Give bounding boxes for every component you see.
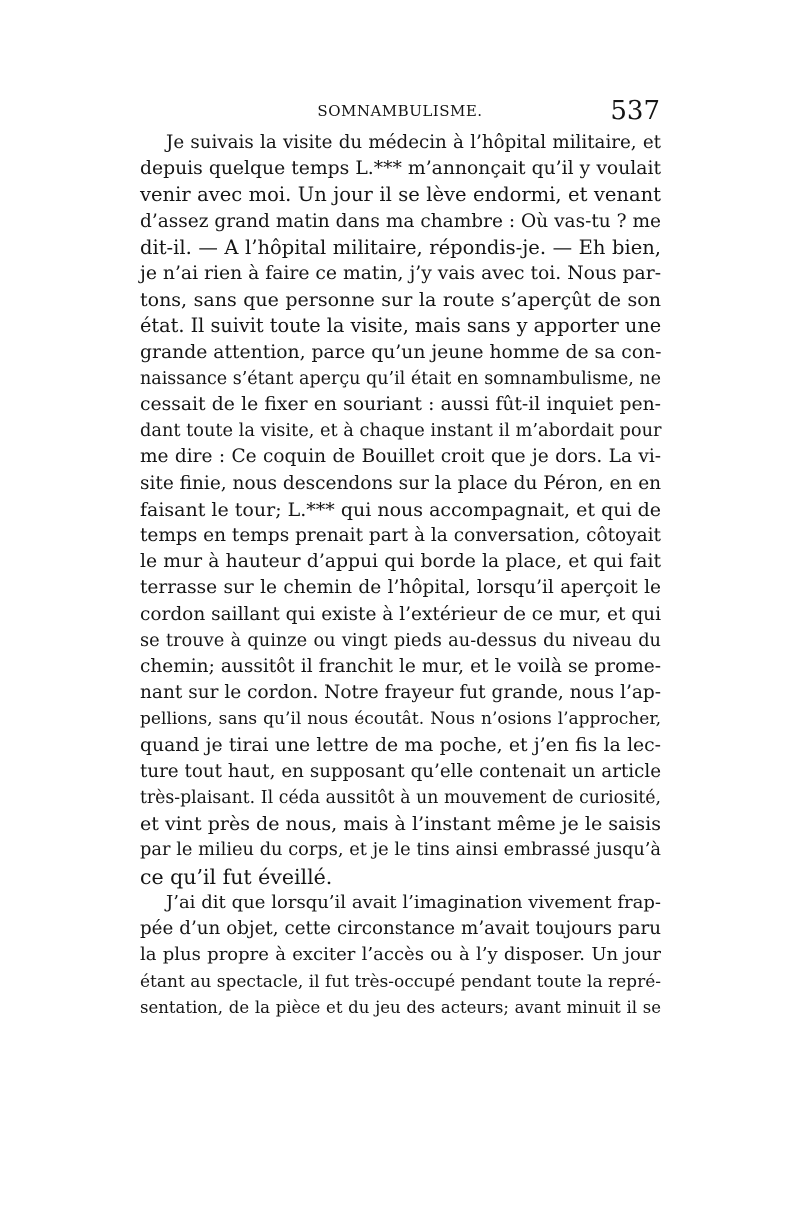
text-line: naissance s’étant aperçu qu’il était en somnambulisme, ne [140, 368, 661, 389]
text-line: me dire : Ce coquin de Bouillet croit que je dors. La vi- [140, 446, 661, 468]
page-number: 537 [610, 96, 660, 126]
text-line: pellions, sans qu’il nous écoutât. Nous n’osions l’approcher, [140, 709, 661, 730]
text-line: faisant le tour; L.*** qui nous accompagnait, et qui de [140, 498, 661, 521]
text-line: pée d’un objet, cette circonstance m’avait toujours paru [140, 918, 661, 940]
text-line: la plus propre à exciter l’accès ou à l’y disposer. Un jour [140, 944, 661, 966]
text-line: temps en temps prenait part à la conversation, côtoyait [140, 525, 661, 547]
text-line: par le milieu du corps, et je le tins ainsi embrassé jusqu’à [140, 840, 661, 861]
text-line: terrasse sur le chemin de l’hôpital, lorsqu’il aperçoit le [140, 577, 661, 599]
text-line: se trouve à quinze ou vingt pieds au-dessus du niveau du [140, 630, 661, 651]
body-text [140, 130, 661, 1021]
text-line: et vint près de nous, mais à l’instant même je le saisis [140, 813, 661, 836]
text-line: nant sur le cordon. Notre frayeur fut grande, nous l’ap- [140, 682, 661, 704]
text-line: le mur à hauteur d’appui qui borde la place, et qui fait [140, 551, 661, 573]
text-line: Je suivais la visite du médecin à l’hôpital militaire, et [166, 132, 661, 153]
text-line: depuis quelque temps L.*** m’annonçait qu’il y voulait [140, 158, 661, 180]
text-line: J’ai dit que lorsqu’il avait l’imagination vivement frap- [166, 891, 661, 913]
text-line: sentation, de la pièce et du jeu des acteurs; avant minuit il se [140, 997, 661, 1017]
running-title: SOMNAMBULISME. [317, 102, 483, 120]
text-line: venir avec moi. Un jour il se lève endormi, et venant [140, 183, 661, 207]
text-line: cessait de le fixer en souriant : aussi fût-il inquiet pen- [140, 394, 661, 416]
paragraph-2 [140, 890, 661, 1021]
text-line: quand je tirai une lettre de ma poche, et j’en fis la lec- [140, 734, 661, 756]
text-line: chemin; aussitôt il franchit le mur, et le voilà se prome- [140, 656, 661, 678]
text-line: ture tout haut, en supposant qu’elle contenait un article [140, 760, 661, 782]
text-line: ce qu’il fut éveillé. [140, 864, 333, 889]
text-line: tons, sans que personne sur la route s’aperçût de son [140, 289, 661, 312]
text-line: grande attention, parce qu’un jeune homme de sa con- [140, 341, 662, 363]
text-line: très-plaisant. Il céda aussitôt à un mouvement de curiosité, [140, 788, 661, 809]
text-line: d’assez grand matin dans ma chambre : Où vas-tu ? me [140, 210, 661, 232]
text-line: dant toute la visite, et à chaque instant il m’abordait pour [140, 421, 662, 442]
text-line: dit-il. — A l’hôpital militaire, répondis-je. — Eh bien, [140, 235, 661, 259]
text-line: cordon saillant qui existe à l’extérieur de ce mur, et qui [140, 603, 661, 625]
paragraph-1 [140, 130, 661, 890]
text-line: je n’ai rien à faire ce matin, j’y vais avec toi. Nous par- [140, 263, 662, 285]
text-line: état. Il suivit toute la visite, mais sans y apporter une [140, 314, 662, 338]
text-line: site finie, nous descendons sur la place du Péron, en en [140, 472, 662, 494]
text-line: étant au spectacle, il fut très-occupé pendant toute la repré- [140, 971, 661, 992]
page-header [140, 96, 660, 128]
